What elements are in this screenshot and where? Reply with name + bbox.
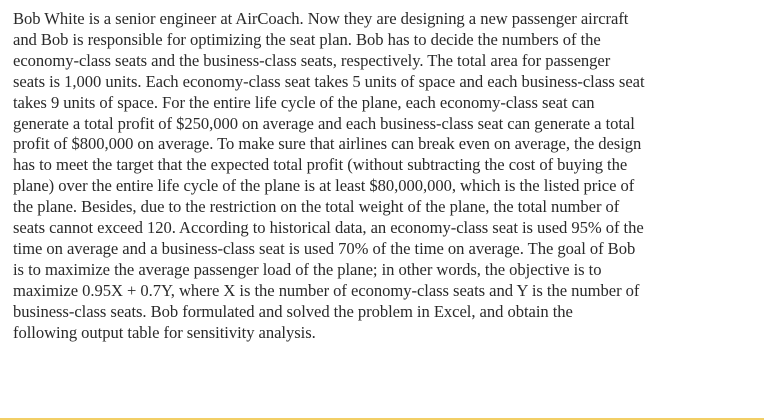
text-line: and Bob is responsible for optimizing the seat plan. Bob has to decide the numbers of the (13, 29, 601, 49)
text-line: seats cannot exceed 120. According to historical data, an economy-class seat is used 95% of the (13, 218, 644, 238)
text-line: takes 9 units of space. For the entire life cycle of the plane, each economy-class seat can (13, 92, 595, 112)
text-line: the plane. Besides, due to the restriction on the total weight of the plane, the total number of (13, 197, 620, 217)
text-line: maximize 0.95X + 0.7Y, where X is the number of economy-class seats and Y is the number of (13, 280, 640, 300)
text-line: profit of $800,000 on average. To make sure that airlines can break even on average, the design (13, 134, 642, 154)
text-line: following output table for sensitivity analysis. (13, 322, 316, 342)
text-line: plane) over the entire life cycle of the plane is at least $80,000,000, which is the listed price of (13, 176, 635, 196)
text-line: economy-class seats and the business-class seats, respectively. The total area for passenger (13, 50, 611, 70)
text-line: is to maximize the average passenger load of the plane; in other words, the objective is to (13, 259, 602, 279)
text-line: Bob White is a senior engineer at AirCoach. Now they are designing a new passenger aircraft (13, 9, 629, 28)
text-line: seats is 1,000 units. Each economy-class seat takes 5 units of space and each business-class seat (13, 71, 645, 91)
text-line: generate a total profit of $250,000 on average and each business-class seat can generate a total (13, 113, 635, 133)
text-line: business-class seats. Bob formulated and solved the problem in Excel, and obtain the (13, 301, 573, 321)
text-line: has to meet the target that the expected total profit (without subtracting the cost of buying the (13, 155, 628, 175)
problem-statement (13, 9, 764, 344)
text-line: time on average and a business-class seat is used 70% of the time on average. The goal of Bob (13, 238, 636, 258)
